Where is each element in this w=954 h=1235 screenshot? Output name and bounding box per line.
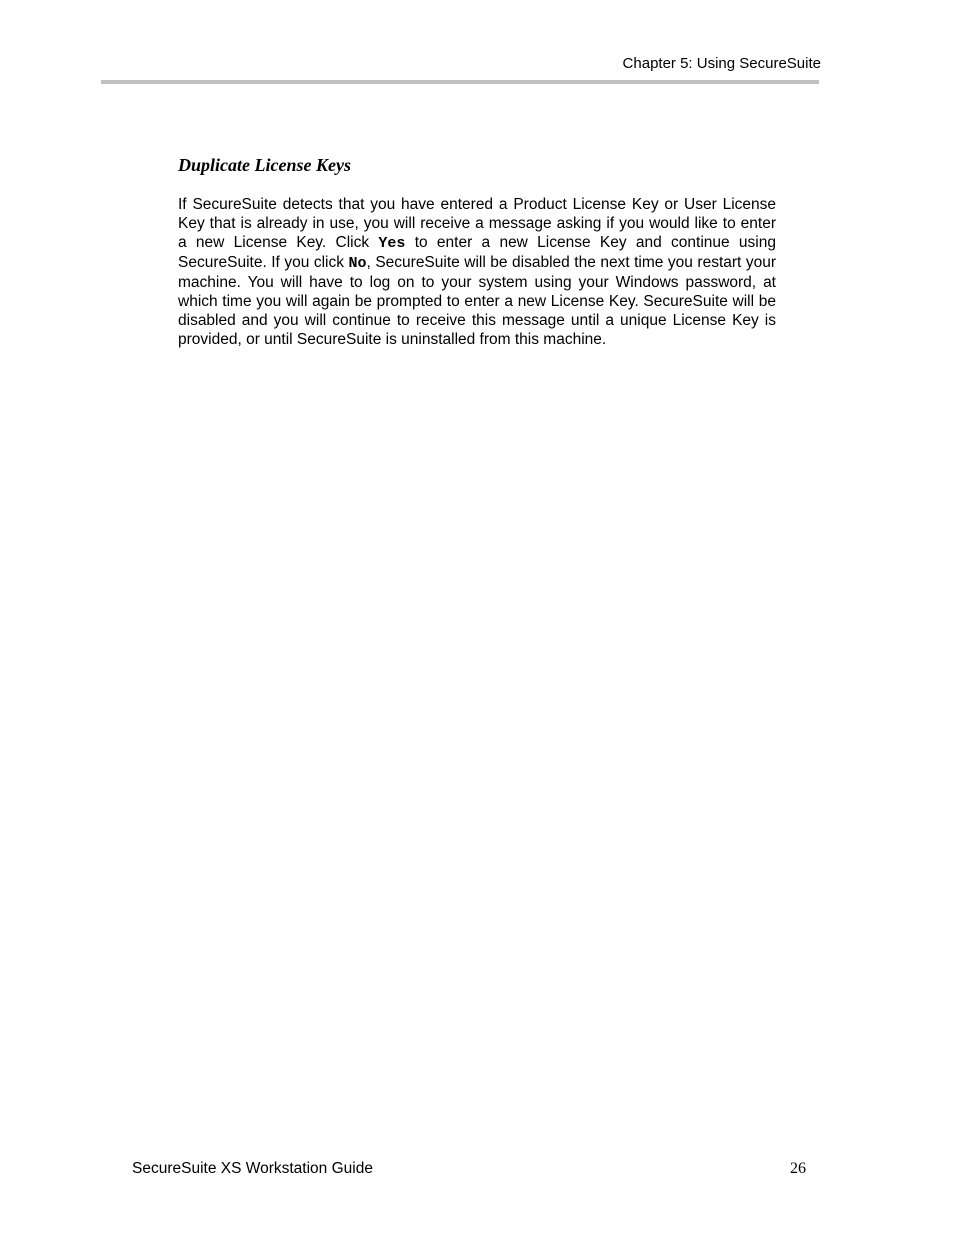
running-header: Chapter 5: Using SecureSuite <box>622 55 821 72</box>
no-command: No <box>348 255 367 272</box>
yes-command: Yes <box>378 235 406 252</box>
footer-document-title: SecureSuite XS Workstation Guide <box>132 1160 373 1177</box>
body-paragraph <box>178 195 776 349</box>
body-text-part1: If SecureSuite detects that you have entered a Product License Key or User License Key that is already in use, you will receive a message asking if you would like to enter a new License Key. Click <box>178 196 776 251</box>
header-divider <box>101 80 819 84</box>
section-heading: Duplicate License Keys <box>178 155 351 175</box>
body-text-part2: to enter a new License Key and continue using SecureSuite. If you click <box>178 234 776 271</box>
footer-page-number: 26 <box>790 1160 806 1177</box>
body-text-part3: , SecureSuite will be disabled the next time you restart your machine. You will have to log on to your system using your Windows password, at which time you will again be prompted to enter a new License Key. SecureSuite will be disabled and you will continue to receive this message until a unique License Key is provided, or until SecureSuite is uninstalled from this machine. <box>178 254 776 348</box>
